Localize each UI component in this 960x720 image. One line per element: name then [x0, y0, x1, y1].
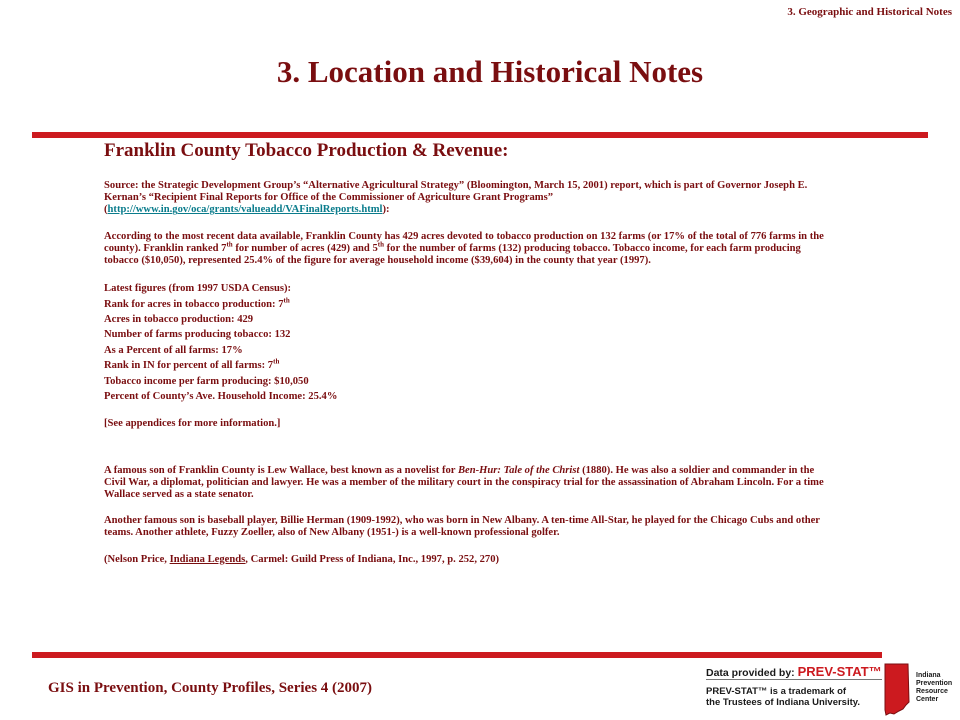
- footer-series-title: GIS in Prevention, County Profiles, Series 4 (2007): [48, 680, 373, 696]
- main-content: [104, 140, 834, 566]
- resource-center-name: [916, 672, 952, 704]
- citation-text-1: (Nelson Price,: [104, 553, 170, 565]
- center-line-4: Center: [916, 696, 939, 703]
- figure-rank-acres: [104, 297, 834, 312]
- tobacco-text-1: According to the most recent data available, Franklin County has 429 acres devoted to tobacco production on 132 farms (or 17% of the total of 776 farms in the county). Franklin ranked 7: [104, 230, 824, 254]
- data-provided-line: [706, 664, 882, 679]
- figure-percent-income: Percent of County’s Ave. Household Income: 25.4%: [104, 391, 338, 403]
- center-line-2: Prevention: [916, 680, 953, 687]
- source-text-end: ):: [382, 204, 390, 216]
- source-link[interactable]: http://www.in.gov/oca/grants/valueadd/VAFinalReports.html: [107, 204, 383, 216]
- source-paragraph: [104, 180, 834, 217]
- citation-book-title: Indiana Legends: [169, 553, 246, 565]
- wallace-paragraph: [104, 465, 834, 502]
- tobacco-text-2: for number of acres (429) and 5: [232, 242, 378, 254]
- wallace-text-1: A famous son of Franklin County is Lew Wallace, best known as a novelist for: [104, 464, 458, 476]
- bottom-divider: [32, 652, 882, 658]
- appendices-note: [See appendices for more information.]: [104, 418, 281, 430]
- prev-stat-logo-text: PREV-STAT™: [797, 664, 882, 679]
- top-divider: [32, 132, 928, 138]
- branding-divider: [706, 679, 882, 680]
- figure-text: Rank for acres in tobacco production: 7: [104, 298, 284, 310]
- center-line-1: Indiana: [916, 672, 941, 679]
- header-section-note: 3. Geographic and Historical Notes: [787, 6, 952, 18]
- tobacco-paragraph: [104, 231, 834, 268]
- figure-acres: Acres in tobacco production: 429: [104, 314, 254, 326]
- section-subtitle: Franklin County Tobacco Production & Revenue:: [104, 140, 509, 161]
- figures-heading: Latest figures (from 1997 USDA Census):: [104, 283, 292, 295]
- ordinal-suffix: th: [273, 357, 280, 366]
- trademark-line-2: the Trustees of Indiana University.: [706, 697, 860, 708]
- indiana-map-icon: [882, 662, 912, 716]
- ordinal-suffix: th: [377, 240, 384, 249]
- citation-text-2: , Carmel: Guild Press of Indiana, Inc., 1997, p. 252, 270): [245, 553, 500, 565]
- page-title: 3. Location and Historical Notes: [276, 54, 704, 89]
- figure-income: Tobacco income per farm producing: $10,050: [104, 375, 309, 387]
- figure-farms: Number of farms producing tobacco: 132: [104, 329, 291, 341]
- book-title: Ben-Hur: Tale of the Christ: [457, 464, 580, 476]
- figures-list: [104, 281, 834, 404]
- tobacco-text-3: for the number of farms (132) producing tobacco. Tobacco income, for each farm producing tobacco ($10,050), represented 25.4% of the figure for average household income ($39,604) in the county that year (1997).: [104, 242, 801, 267]
- citation: [104, 554, 834, 566]
- data-provided-label: Data provided by:: [706, 667, 798, 679]
- ordinal-suffix: th: [283, 296, 290, 305]
- source-text: Source: the Strategic Development Group’s “Alternative Agricultural Strategy” (Bloomington, March 15, 2001) report, which is part of Governor Joseph E. Kernan’s “Recipient Final Reports for Office of the Commissioner of Agriculture Grant Programs” (: [104, 180, 808, 216]
- ordinal-suffix: th: [226, 240, 233, 249]
- herman-paragraph: Another famous son is baseball player, Billie Herman (1909-1992), who was born in New Albany. A ten-time All-Star, he played for the Chicago Cubs and other teams. Another athlete, Fuzzy Zoeller, also of New Albany (1951-) is a well-known professional golfer.: [104, 515, 820, 539]
- center-line-3: Resource: [916, 688, 948, 695]
- trademark-notice: [706, 686, 860, 708]
- wallace-text-2: (1880). He was also a soldier and commander in the Civil War, a diplomat, politician and lawyer. He was a member of the military court in the conspiracy trial for the assassination of Abraham Lincoln. For a time Wallace served as a state senator.: [104, 464, 824, 501]
- figure-text: Rank in IN for percent of all farms: 7: [104, 360, 274, 372]
- trademark-line-1: PREV-STAT™ is a trademark of: [706, 686, 847, 697]
- figure-percent-farms: As a Percent of all farms: 17%: [104, 344, 243, 356]
- figure-rank-percent: [104, 358, 834, 373]
- prev-stat-branding: [706, 662, 954, 718]
